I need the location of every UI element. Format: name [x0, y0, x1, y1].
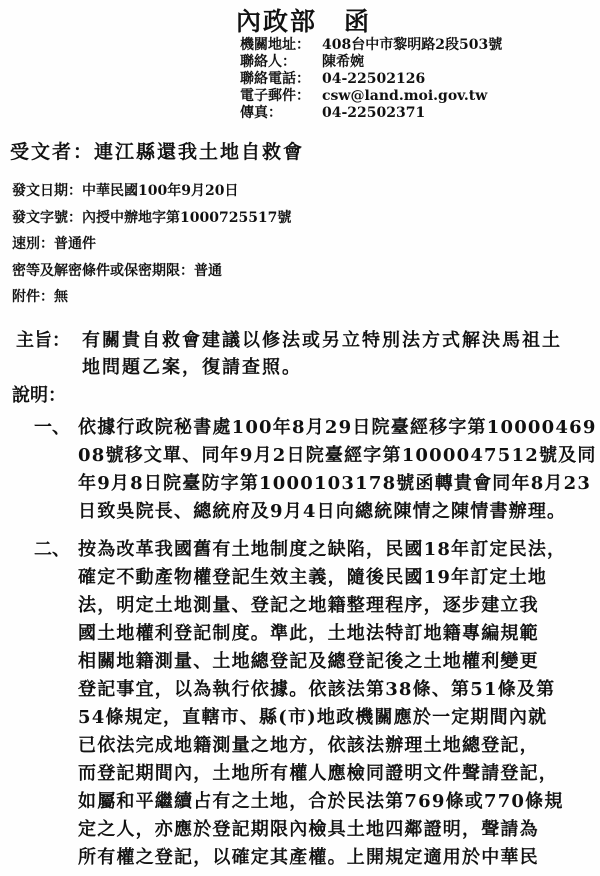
- urgency: 速別：普通件: [12, 236, 96, 252]
- paragraph-line: 已依法完成地籍測量之地方，依該法辦理土地總登記，: [78, 735, 539, 756]
- contact-phone: 聯絡電話： 04-22502126: [240, 71, 426, 87]
- document-title: 內政部 函: [236, 7, 372, 36]
- contact-email: 電子郵件： csw@land.moi.gov.tw: [240, 88, 488, 104]
- issue-date: 發文日期：中華民國100年9月20日: [12, 183, 239, 199]
- paragraph-line: 定之人，亦應於登記期限內檢具土地四鄰證明，聲請為: [78, 819, 539, 840]
- paragraph-line: 54條規定，直轄市、縣(市)地政機關應於一定期間內就: [78, 707, 548, 728]
- attachments: 附件：無: [12, 289, 68, 305]
- paragraph-line: 依據行政院秘書處100年8月29日院臺經移字第10000469: [78, 417, 597, 438]
- paragraph-line: 按為改革我國舊有土地制度之缺陷，民國18年訂定民法，: [78, 539, 567, 560]
- explanation-label: 說明：: [12, 385, 66, 406]
- item-number: 二、: [34, 539, 70, 560]
- contact-person: 聯絡人： 陳希婉: [240, 54, 364, 70]
- paragraph-line: 08號移文單、同年9月2日院臺經字第1000047512號及同: [78, 445, 597, 466]
- subject-line: 地問題乙案，復請查照。: [82, 357, 302, 378]
- contact-address: 機關地址： 408台中市黎明路2段503號: [240, 37, 503, 53]
- subject-line: 有關貴自救會建議以修法或另立特別法方式解決馬祖土: [82, 330, 562, 351]
- document-number: 發文字號：內授中辦地字第1000725517號: [12, 210, 292, 226]
- item-number: 一、: [34, 417, 70, 438]
- confidentiality: 密等及解密條件或保密期限：普通: [12, 263, 222, 279]
- paragraph-line: 國土地權利登記制度。準此，土地法特訂地籍專編規範: [78, 623, 539, 644]
- subject-label: 主旨：: [16, 330, 70, 351]
- paragraph-line: 登記事宜，以為執行依據。依該法第38條、第51條及第: [78, 679, 556, 700]
- paragraph-line: 日致吳院長、總統府及9月4日向總統陳情之陳情書辦理。: [78, 501, 567, 522]
- recipient: 受文者：連江縣還我土地自救會: [10, 141, 305, 163]
- paragraph-line: 如屬和平繼續占有之土地，合於民法第769條或770條規: [78, 791, 564, 812]
- paragraph-line: 法，明定土地測量、登記之地籍整理程序，逐步建立我: [78, 595, 539, 616]
- paragraph-line: 年9月8日院臺防字第1000103178號函轉貴會同年8月23: [78, 473, 592, 494]
- contact-fax: 傳真： 04-22502371: [240, 105, 426, 121]
- paragraph-line: 相關地籍測量、土地總登記及總登記後之土地權利變更: [78, 651, 539, 672]
- paragraph-line: 所有權之登記，以確定其產權。上開規定適用於中華民: [78, 847, 539, 868]
- paragraph-line: 確定不動產物權登記生效主義，隨後民國19年訂定土地: [78, 567, 548, 588]
- paragraph-line: 而登記期間內，土地所有權人應檢同證明文件聲請登記，: [78, 763, 558, 784]
